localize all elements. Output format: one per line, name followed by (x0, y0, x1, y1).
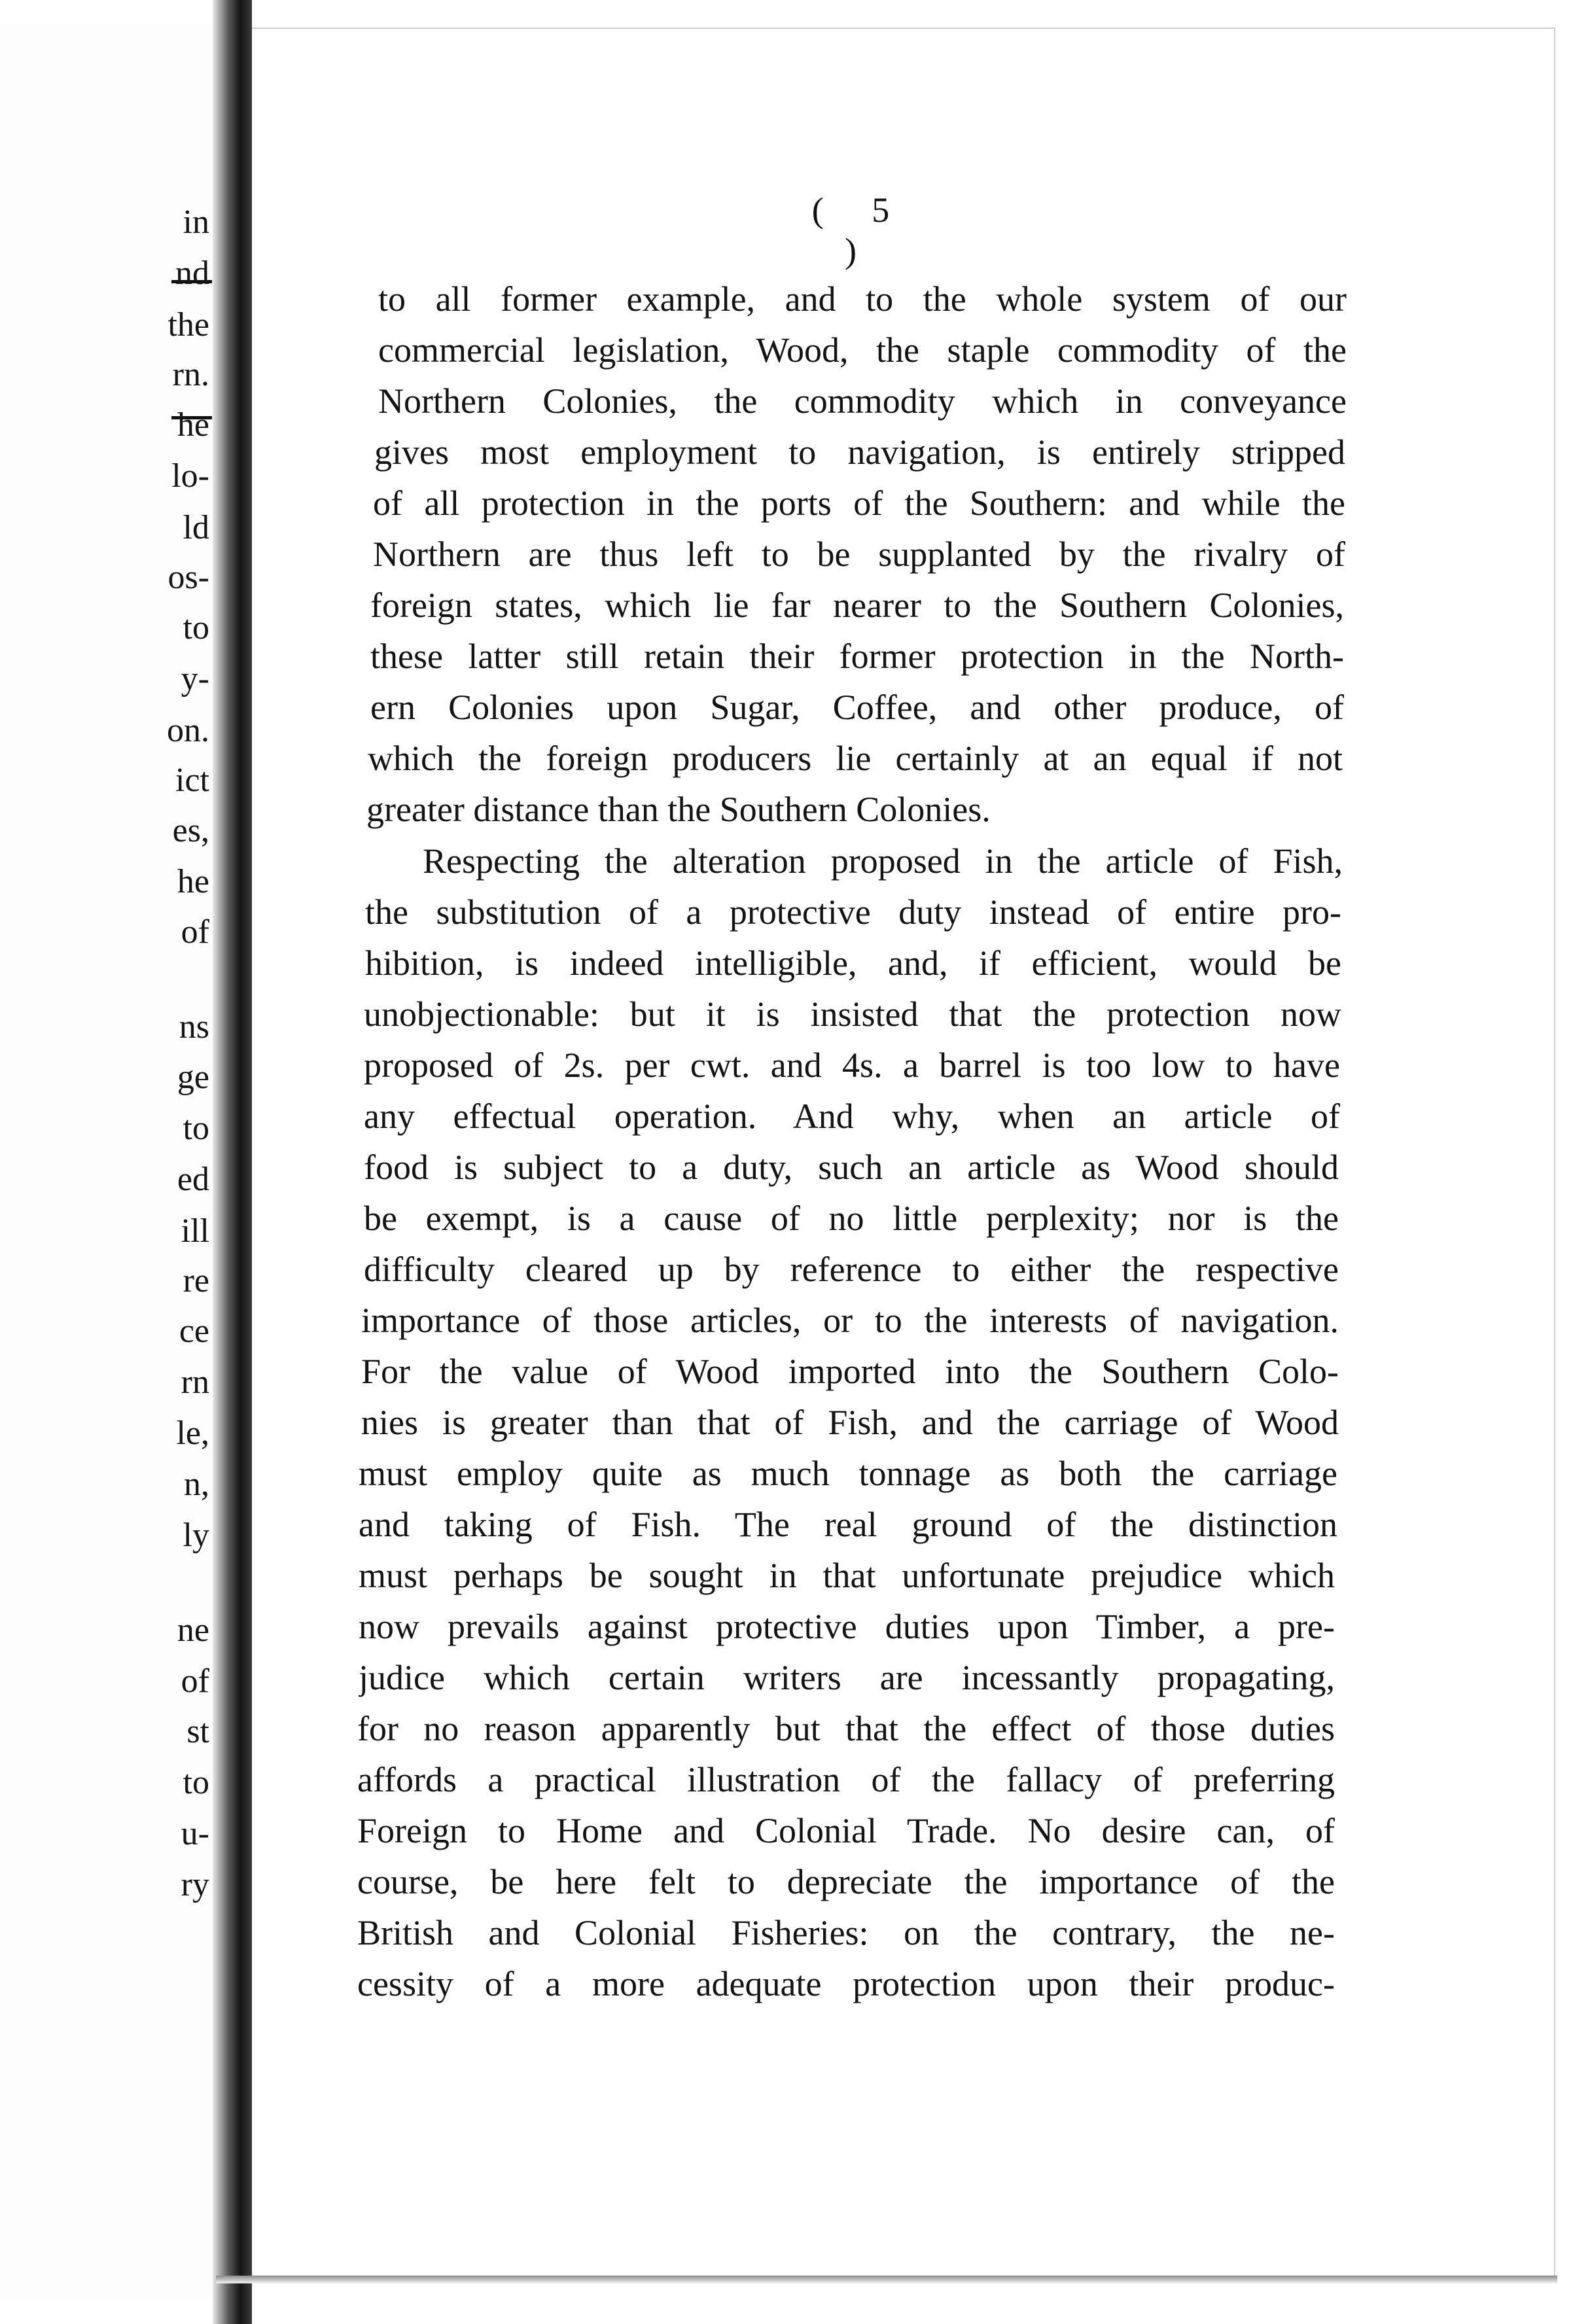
left-page-text-fragment: of (181, 1663, 209, 1700)
left-page-text-fragment: es, (172, 812, 209, 849)
text-line: to all former example, and to the whole system of our (378, 279, 1347, 319)
text-line: British and Colonial Fisheries: on the contrary, the ne- (357, 1913, 1335, 1952)
left-page-text-fragment: ed (177, 1161, 209, 1198)
left-page-text-fragment: ict (175, 762, 209, 799)
text-line: for no reason apparently but that the effect of those duties (357, 1709, 1335, 1748)
text-line: of all protection in the ports of the Southern: and while the (373, 484, 1345, 523)
left-page-text-fragment: rn (181, 1364, 209, 1401)
left-page-text-fragment: os- (168, 559, 209, 596)
text-line: the substitution of a protective duty instead of entire pro- (365, 892, 1341, 932)
left-page-text-fragment: ld (183, 509, 209, 546)
text-line: affords a practical illustration of the fallacy of preferring (357, 1760, 1335, 1799)
text-line: hibition, is indeed intelligible, and, if efficient, would be (365, 943, 1341, 983)
left-page-text-fragment: he (177, 863, 209, 900)
text-line: must perhaps be sought in that unfortunate prejudice which (359, 1556, 1335, 1595)
left-page-text-fragment: rn. (172, 356, 209, 393)
left-page-text-fragment: le, (176, 1415, 209, 1452)
left-page-text-fragment: of (181, 913, 209, 951)
left-page-text-fragment: the (168, 306, 209, 343)
text-line: For the value of Wood imported into the Southern Colo- (361, 1352, 1339, 1391)
text-line: proposed of 2s. per cwt. and 4s. a barrel is too low to have (364, 1046, 1340, 1085)
paragraph-first-line: Respecting the alteration proposed in the article of Fish, (423, 841, 1343, 881)
text-line: must employ quite as much tonnage as both the carriage (359, 1454, 1337, 1493)
left-page-text-fragment: on. (167, 712, 209, 749)
left-page-text-fragment: nd (175, 255, 209, 292)
left-page-text-fragment: y- (181, 660, 209, 697)
left-page-text-fragment: in (183, 203, 209, 241)
text-line: and taking of Fish. The real ground of the distinction (359, 1505, 1337, 1544)
text-line: be exempt, is a cause of no little perplexity; nor is the (364, 1199, 1339, 1238)
text-line: Foreign to Home and Colonial Trade. No desire can, of (357, 1811, 1335, 1850)
left-page-text-fragment: re (183, 1262, 209, 1299)
text-line: judice which certain writers are incessantly propagating, (359, 1658, 1335, 1697)
left-page-text-fragment: ry (181, 1866, 209, 1903)
text-line: now prevails against protective duties upon Timber, a pre- (359, 1607, 1335, 1646)
left-page-text-fragment: ge (177, 1059, 209, 1096)
text-line: course, be here felt to depreciate the importance of the (357, 1862, 1335, 1901)
text-line: which the foreign producers lie certainly at an equal if not (368, 739, 1343, 778)
text-line: Northern are thus left to be supplanted by the rivalry of (373, 535, 1345, 574)
left-page-text-fragment: to (183, 1110, 209, 1147)
left-page-text-fragment: ns (179, 1008, 209, 1046)
text-line: these latter still retain their former protection in the North- (370, 637, 1344, 676)
left-page-text-fragment: st (186, 1713, 209, 1750)
text-line: importance of those articles, or to the interests of navigation. (361, 1301, 1339, 1340)
text-line: nies is greater than that of Fish, and the carriage of Wood (361, 1403, 1339, 1442)
left-page-text-fragment: n, (184, 1466, 209, 1503)
left-page-text-fragment: to (183, 1764, 209, 1801)
left-page-text-fragment: he (177, 406, 209, 444)
text-line: foreign states, which lie far nearer to the Southern Colonies, (370, 586, 1344, 625)
page-number: ( 5 ) (811, 190, 910, 270)
left-page-text-fragment: ce (179, 1312, 209, 1350)
text-line: ern Colonies upon Sugar, Coffee, and other produce, of (370, 688, 1344, 727)
left-page-text-fragment: ne (177, 1611, 209, 1649)
text-line: unobjectionable: but it is insisted that the protection now (364, 995, 1341, 1034)
text-line: food is subject to a duty, such an article as Wood should (364, 1148, 1339, 1187)
left-page-text-fragment: to (183, 609, 209, 646)
left-page-text-fragment: ly (183, 1517, 209, 1554)
text-line: Northern Colonies, the commodity which in conveyance (378, 381, 1347, 421)
left-page-text-fragment: u- (181, 1815, 209, 1852)
text-line: commercial legislation, Wood, the staple commodity of the (378, 330, 1347, 370)
left-page-text-fragment: ill (181, 1212, 209, 1250)
text-line: cessity of a more adequate protection upon their produc- (357, 1964, 1335, 2003)
left-page-text-fragment: lo- (171, 457, 209, 495)
text-line: difficulty cleared up by reference to either the respective (364, 1250, 1339, 1289)
text-line: gives most employment to navigation, is entirely stripped (374, 432, 1345, 472)
text-line: greater distance than the Southern Colonies. (366, 790, 991, 829)
text-line: any effectual operation. And why, when an article of (364, 1097, 1340, 1136)
